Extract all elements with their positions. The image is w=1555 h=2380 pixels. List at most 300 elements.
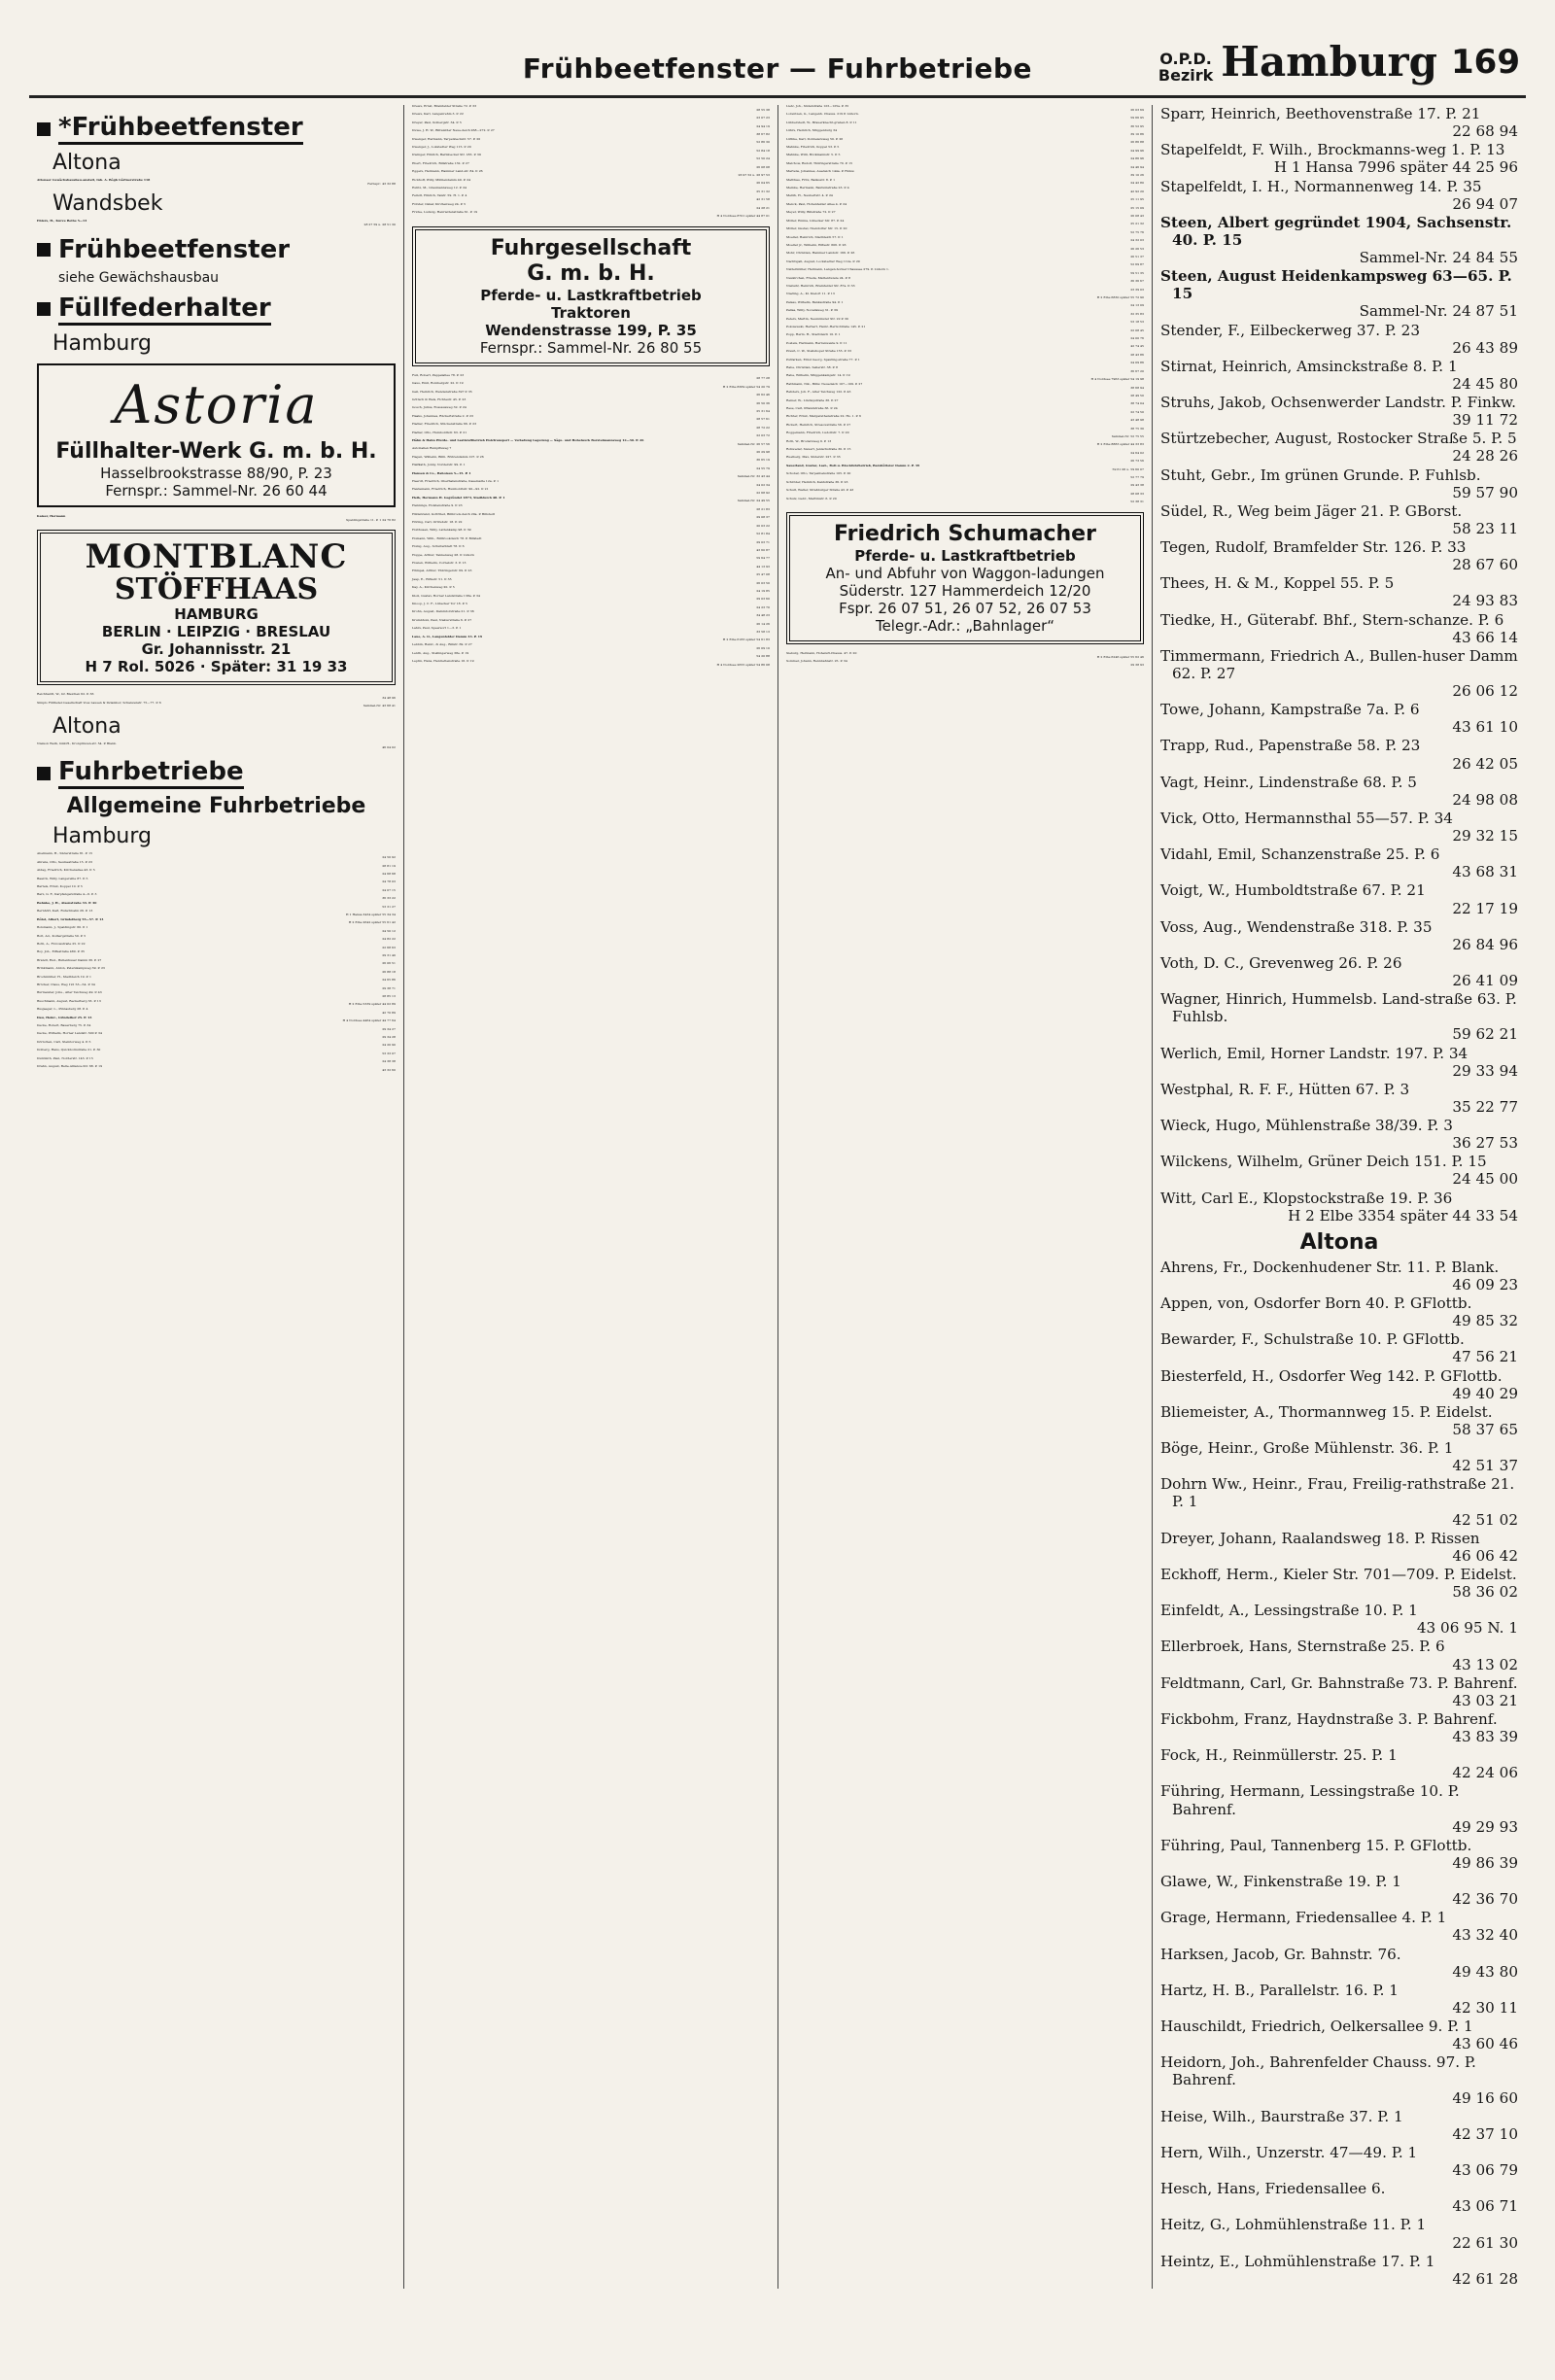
- entry-phone: 22 68 63: [382, 945, 396, 949]
- entry-phone: 34 48 96: [382, 695, 396, 700]
- entry-phone: 26 03 50: [756, 580, 770, 585]
- list-item: [786, 424, 1144, 431]
- entry-name: Möller, Emma, Lübecker Str. 87. P. 24: [786, 218, 845, 223]
- entry-phone: 28 67 60: [1452, 556, 1518, 574]
- entry-phone: H 2 Elbe 5339 später 44 02 89: [348, 1002, 396, 1007]
- entry-name: Rabe, Wilhelm, Müggenkampstr. 14. P. 19: [786, 373, 850, 378]
- list-item: [786, 660, 1144, 667]
- list-item: [786, 113, 1144, 120]
- list-item: [37, 1041, 396, 1048]
- page-number: 169: [1451, 43, 1520, 82]
- place-heading: Altona: [1299, 1229, 1379, 1255]
- list-item: [412, 554, 770, 561]
- entry-phone: 38 68 94: [1130, 385, 1144, 390]
- entry-phone: 52 75 76: [1130, 229, 1144, 234]
- entry-name: Eggers, Hermann, Hammer Land-str. 84. P. 26: [412, 169, 483, 174]
- list-item: [786, 146, 1144, 153]
- cross-reference: siehe Gewächshausbau: [58, 269, 220, 286]
- entry-name: Hagen, Wilhelm, Billh. Röhrendamm 107. P. 26: [412, 454, 484, 459]
- entry-name: Steen, August Heidenkampsweg 63—65. P. 15: [1160, 267, 1512, 303]
- entry-name: Gosch, Julius, Rossausweg 32. P. 24: [412, 405, 466, 410]
- entry-phone: 28 21 83: [756, 506, 770, 511]
- list-item: [1160, 881, 1518, 916]
- entry-phone: Sammel-Nr. 24 87 51: [1359, 302, 1518, 321]
- entry-phone: 49 85 32: [1452, 1312, 1518, 1330]
- list-item: [412, 488, 770, 495]
- entry-phone: 24 45 00: [1452, 1170, 1518, 1189]
- entry-phone: 36 52 95: [1130, 123, 1144, 128]
- entry-phone: 47 56 21: [1452, 1348, 1518, 1366]
- list-item: [786, 268, 1144, 275]
- entry-phone: 25 47 08: [756, 572, 770, 577]
- entry-name: Einfeldt, A., Lessingstraße 10. P. 1: [1160, 1602, 1418, 1620]
- entry-name: Hadler, Friedrich, Stückenstraße 66. P. 23: [412, 422, 477, 427]
- list-item: [1160, 1117, 1518, 1152]
- list-item: [1160, 466, 1518, 501]
- list-item: [1160, 1403, 1518, 1438]
- entry-name: Leptin, Hans, Henriettenstraße 16. P. 19: [412, 658, 474, 663]
- entry-name: Hartz, H. B., Parallelstr. 16. P. 1: [1160, 1981, 1399, 1999]
- list-item: [412, 480, 770, 487]
- entry-phone: 43 48 98: [1130, 418, 1144, 423]
- entry-name: Postels, Hermann, Herrenweide 9. P. 11: [786, 340, 847, 345]
- list-item: [1160, 394, 1518, 429]
- entry-name: Aldag, Friedrich, Kirchenallee 43. P. 5: [37, 868, 95, 873]
- entry-phone: 52 77 79: [1130, 474, 1144, 479]
- list-item: [786, 309, 1144, 316]
- list-item: [1160, 701, 1518, 736]
- list-item: [412, 121, 770, 128]
- entry-phone: 25 31 64: [756, 409, 770, 414]
- list-item: [412, 660, 770, 667]
- entry-phone: 43 06 71: [1452, 2197, 1518, 2216]
- entry-phone: 24 23 70: [756, 604, 770, 609]
- entry-name: Möller, Gustav, Niendorfer Str. 15. P. 20: [786, 226, 847, 231]
- list-item: [412, 497, 770, 503]
- entry-name: Lüthke, Karl, Dobbelersweg 50. P. 26: [786, 136, 844, 141]
- list-item: [37, 702, 396, 708]
- entry-phone: 24 45 80: [1452, 374, 1518, 393]
- entry-name: Heerdt, Friedrich, Oberhafenstraße, Kasematte 12a. P. 1: [412, 478, 500, 483]
- list-item: Ehlers, H., Kurze Reihe 5—13 28 27 59 u. 28 51 30: [37, 219, 396, 227]
- entry-name: Both, A., Flotowstraße 25. P. 22: [37, 941, 86, 946]
- list-item: [37, 1024, 396, 1031]
- entry-phone: 52 50 24: [756, 156, 770, 161]
- list-item: [412, 619, 770, 626]
- entry-phone: 43 61 10: [1452, 718, 1518, 737]
- header-right: [1158, 38, 1520, 86]
- list-item: [37, 1065, 396, 1072]
- entry-phone: 26 09 10: [756, 645, 770, 650]
- entry-phone: 24 00 76: [1130, 336, 1144, 341]
- list-item: [1160, 2216, 1518, 2251]
- entry-name: Dau, Heinr., Grindelhof 25. P. 13: [37, 1015, 92, 1019]
- entry-phone: 20 03 22: [756, 523, 770, 528]
- entry-phone: 43 66 14: [1452, 628, 1518, 646]
- entry-phone: 49 86 39: [1452, 1853, 1518, 1872]
- entry-phone: 42 37 10: [1452, 2124, 1518, 2143]
- list-item: [1160, 1909, 1518, 1944]
- list-item: [786, 489, 1144, 496]
- list-item: [412, 146, 770, 153]
- entry-phone: 26 97 52 u. 26 97 53: [738, 172, 770, 177]
- entry-phone: 38 75 30: [1130, 426, 1144, 431]
- entry-phone: Sammel-Nr. 26 57 56: [737, 441, 770, 446]
- list-item: [412, 211, 770, 218]
- entry-phone: 22 74 50: [1130, 409, 1144, 414]
- list-item: [1160, 845, 1518, 880]
- entry-phone: 42 74 45: [1130, 344, 1144, 349]
- entry-name: Heitz, G., Lohmühlenstraße 11. P. 1: [1160, 2216, 1427, 2234]
- entry-name: Rabe, Christian, Seilerstr. 38. P. 8: [786, 365, 838, 369]
- entry-name: Westphal, R. F. F., Hütten 67. P. 3: [1160, 1080, 1410, 1098]
- entry-name: Putfarken, Ernst Georg, Spalding-straße 77. P. 1: [786, 357, 860, 362]
- list-item: [412, 203, 770, 210]
- entry-name: Decke, Wilhelm, Horner Landstr. 300 P. 34: [37, 1031, 102, 1036]
- list-item: [786, 129, 1144, 136]
- entry-phone: Sammel-Nr. 52 75 55: [1111, 433, 1144, 438]
- entry-name: Towe, Johann, Kampstraße 7a. P. 6: [1160, 701, 1420, 719]
- list-item: [786, 260, 1144, 267]
- entry-phone: 39 10 86: [1130, 131, 1144, 136]
- entry-phone: 29 03 60: [756, 597, 770, 602]
- list-item: [412, 456, 770, 463]
- entry-phone: 28 43 86: [1130, 352, 1144, 357]
- entry-phone: 34 48 23: [756, 613, 770, 618]
- entry-phone: 24 64 02: [1130, 450, 1144, 455]
- entry-name: Gaus, Emil, Rombergstr. 22. P. 19: [412, 381, 464, 386]
- entry-name: Hümpel, Arthur, Thüringerstr. 69. P. 23: [412, 569, 472, 573]
- entry-name: Dreyer, Johann, Raalandsweg 18. P. Rissen: [1160, 1529, 1480, 1547]
- entry-phone: 22 68 94: [1452, 122, 1518, 141]
- section-heading: Frühbeetfenster: [37, 235, 396, 264]
- entry-name: Bolt, Ad., Kolbergstraße 50. P. 5: [37, 933, 86, 938]
- list-item: [412, 447, 770, 454]
- entry-name: Simplo Füllfeder-Gesellschaft Voss Lausen & Dziambor, Schanzenstr. 75—77. P. 6: [37, 700, 161, 705]
- entry-phone: Sammel-Nr. 24 84 55: [1359, 249, 1518, 266]
- square-bullet-icon: [37, 122, 51, 136]
- list-item: [786, 333, 1144, 340]
- entry-name: Mohr, Christian, Hammer Landstr. 166. P. 26: [786, 251, 855, 256]
- entry-phone: 53 18 53: [1130, 320, 1144, 325]
- entry-name: Krohn, August, Dammtorstraße 21. P. 36: [412, 609, 474, 614]
- entry-name: Moeller jr., Wilhelm, Eiffestr. 606. P. 26: [786, 242, 847, 247]
- entry-phone: H 4 Nordsee 8701 später 44 87 01: [716, 213, 770, 218]
- place-heading: Wandsbek: [52, 191, 163, 217]
- entry-phone: 43 32 60: [382, 1067, 396, 1072]
- entry-name: Südel, R., Weg beim Jäger 21. P. GBorst.: [1160, 501, 1463, 520]
- list-item: [1160, 1782, 1518, 1835]
- entry-name: Böge, Heinr., Große Mühlenstr. 36. P. 1: [1160, 1439, 1454, 1457]
- list-item: [1160, 2108, 1518, 2143]
- entry-phone: 43 68 31: [1452, 863, 1518, 881]
- entry-phone: 26 04 65: [756, 181, 770, 186]
- list-item: Kaiser, Hermann Spaldingstraße 11. P. 1 24 76 82: [37, 513, 396, 522]
- list-item: [1160, 774, 1518, 809]
- entry-phone: 29 08 37: [756, 515, 770, 520]
- entry-name: Lenth, Aug., Stellingerweg 38e. P. 19: [412, 650, 469, 655]
- entry-phone: H 2 Elbe 6183 später 54 61 83: [722, 638, 770, 642]
- entry-name: Geil, Heinrich, Wendenstraße 397 P. 35: [412, 389, 472, 394]
- entry-name: Mahnke, Friedrich, Koppel 53. P. 5: [786, 145, 840, 150]
- list-item: [1160, 1638, 1518, 1673]
- entry-phone: H 4 Nordsee 4464 später 44 77 64: [342, 1018, 396, 1023]
- list-item: [1160, 954, 1518, 989]
- entry-phone: 42 92 20: [1130, 189, 1144, 193]
- entry-phone: 33 58 13: [756, 629, 770, 634]
- entry-phone: 24 93 83: [1452, 592, 1518, 610]
- entry-name: Halfkath, Jonny, Norderstr. 99. P. 1: [412, 463, 466, 467]
- entry-phone: 38 74 04: [1130, 401, 1144, 406]
- list-item: [37, 878, 396, 884]
- list-item: [1160, 1439, 1518, 1474]
- place-heading: Hamburg: [52, 824, 152, 849]
- entry-name: Dolberg, Hans, Quickbornstraße 21. P. 30: [37, 1048, 101, 1052]
- list-item: [1160, 141, 1518, 176]
- list-item: [37, 1008, 396, 1015]
- entry-name: Eickhoff, Willy, Mühlendamm 49. P. 24: [412, 177, 471, 182]
- list-item: [1160, 1475, 1518, 1528]
- entry-name: Hosien, Wilhelm, Cornelstr. 3. P. 13: [412, 561, 466, 566]
- list-item: [37, 1000, 396, 1007]
- list-item: [786, 391, 1144, 397]
- list-item: [1160, 214, 1518, 266]
- entry-name: Hadler, Otto, Humboldtstr. 63. P. 21: [412, 430, 467, 434]
- entry-phone: 29 34 28: [382, 1035, 396, 1040]
- entry-phone: 25 31 32: [756, 189, 770, 193]
- entry-phone: 24 28 21: [756, 205, 770, 210]
- entry-name: Neukirchen, Frieda, Mattentwiete 24. P. 8: [786, 275, 851, 280]
- entry-name: Homann, Wilh., Billbrookdeich 78. P. Billstedt: [412, 535, 482, 540]
- entry-phone: 43 32 40: [1452, 1926, 1518, 1945]
- entry-phone: H 2 Elbe 8883 später 44 33 83: [1096, 442, 1144, 447]
- list-item: [1160, 737, 1518, 772]
- entry-phone: 28 85 13: [382, 994, 396, 999]
- entry-name: Heidemann, Friedrich, Humboldtstr. 90—92. P. 21: [412, 487, 489, 492]
- list-item: [1160, 2053, 1518, 2106]
- entry-phone: 26 06 12: [1452, 682, 1518, 700]
- entry-phone: 36 27 53: [1452, 1134, 1518, 1153]
- column-1: [29, 105, 403, 2289]
- entry-name: Heise, Wilh., Baurstraße 37. P. 1: [1160, 2107, 1403, 2125]
- list-item: [786, 121, 1144, 128]
- list-item: [412, 562, 770, 569]
- entry-phone: 24 78 03: [382, 880, 396, 884]
- entry-phone: 46 04 02: [382, 744, 396, 749]
- entry-name: Rohweder, Sievert, Jenischstraße 30. P. 15: [786, 447, 851, 452]
- list-item: [786, 203, 1144, 210]
- entry-phone: 26 06 51: [382, 961, 396, 966]
- entry-phone: 22 68 92: [756, 491, 770, 496]
- entry-phone: 54 20 88: [756, 654, 770, 659]
- entry-name: Harksen, Jacob, Gr. Bahnstr. 76.: [1160, 1945, 1401, 1963]
- list-item: [37, 693, 396, 700]
- list-item: [1160, 1710, 1518, 1745]
- entry-phone: 59 62 21: [1452, 1025, 1518, 1044]
- list-item: [1160, 810, 1518, 845]
- page-header: [29, 37, 1526, 95]
- entry-name: Stirnat, Heinrich, Amsinckstraße 8. P. 1: [1160, 357, 1458, 375]
- entry-name: Hesch, Hans, Friedensallee 6.: [1160, 2180, 1386, 2198]
- entry-phone: 26 42 05: [1452, 754, 1518, 773]
- entry-name: Voigt, W., Humboldtstraße 67. P. 21: [1160, 881, 1426, 900]
- square-bullet-icon: [37, 243, 51, 257]
- entry-phone: 49 40 29: [1452, 1384, 1518, 1402]
- entry-name: Mahnke, Willi, Böckmannstr. 5. P. 5: [786, 153, 841, 157]
- entry-phone: 29 03 71: [756, 539, 770, 544]
- entry-phone: 26 29 98: [756, 450, 770, 455]
- entry-phone: 43 06 95 N. 1: [1416, 1619, 1518, 1638]
- list-item: [786, 105, 1144, 112]
- list-item: [786, 244, 1144, 251]
- astoria-logo: Astoria: [114, 373, 319, 435]
- entry-phone: 52 38 31: [1130, 500, 1144, 504]
- list-item: [412, 154, 770, 160]
- entry-name: Sommer, Johann, Rennbahnstr. 25. P. 34: [786, 659, 847, 664]
- list-item: [412, 610, 770, 617]
- entry-name: Baarck, Willy, Langereihe 87. P. 5: [37, 876, 88, 880]
- entry-name: Heidorn, Joh., Bahrenfelder Chauss. 97. P. Bahrenf.: [1160, 2053, 1476, 2089]
- entry-name: Kloß, Gustav, Horner Landstraße 138a. P. 34: [412, 593, 480, 598]
- entry-name: Martens, Johannes, Auedeich 144a. P. Finkw.: [786, 169, 855, 174]
- entry-phone: 29 33 94: [1452, 1061, 1518, 1080]
- entry-phone: H 2 Elbe 2642 später 55 61 42: [348, 920, 396, 925]
- entry-phone: H 4 Nordsee 7963 später 54 19 98: [1090, 377, 1144, 382]
- list-item: [412, 431, 770, 438]
- entry-phone: 43 06 79: [1452, 2161, 1518, 2179]
- list-item: [37, 885, 396, 892]
- list-item: [37, 943, 396, 949]
- entry-name: Busjaeger, L., Pinnasberg 28. P. 4: [37, 1007, 88, 1012]
- entry-name: Voth, D. C., Grevenweg 26. P. 26: [1160, 953, 1402, 972]
- square-bullet-icon: [37, 302, 51, 316]
- entry-name: Wieck, Hugo, Mühlenstraße 38/39. P. 3: [1160, 1117, 1453, 1134]
- list-item: [786, 236, 1144, 243]
- entry-phone: 59 64 77: [756, 556, 770, 561]
- list-item: [37, 976, 396, 983]
- entry-name: Glawe, W., Finkenstraße 19. P. 1: [1160, 1873, 1401, 1890]
- entry-phone: 59 57 90: [1452, 483, 1518, 501]
- entry-name: Stapelfeldt, F. Wilh., Brockmanns-weg 1. P. 13: [1160, 141, 1505, 159]
- list-item: [786, 383, 1144, 390]
- list-item: [412, 545, 770, 552]
- list-item: [786, 293, 1144, 299]
- list-item: [1160, 611, 1518, 646]
- entry-phone: 24 98 08: [1452, 790, 1518, 809]
- entry-name: Werlich, Emil, Horner Landstr. 197. P. 34: [1160, 1044, 1469, 1062]
- entry-phone: 42 51 02: [1452, 1510, 1518, 1529]
- entry-phone: 49 16 60: [1452, 2088, 1518, 2107]
- list-item: [412, 374, 770, 381]
- entry-phone: 29 31 40: [382, 953, 396, 958]
- list-item: [1160, 1367, 1518, 1402]
- entry-phone: 52 84 18: [756, 148, 770, 153]
- entry-name: Witt, Carl E., Klopstockstraße 19. P. 36: [1160, 1189, 1453, 1207]
- entry-name: Eckhoff, Herm., Kieler Str. 701—709. P. Eidelst.: [1160, 1565, 1517, 1583]
- entry-name: Dwenger, Hermann, Tarpenbeckstr. 57. P. 20: [412, 136, 481, 141]
- entry-name: Malchow, Rudolf, Thüringerstraße 70. P. 15: [786, 160, 853, 165]
- entry-name: Kay, A., Kirchenweg 20. P. 5: [412, 585, 455, 590]
- entry-name: Ebert, Friedrich, Billstraße 132. P. 27: [412, 160, 469, 165]
- entry-name: Stuht, Gebr., Im grünen Grunde. P. Fuhlsb.: [1160, 466, 1481, 484]
- list-item: [1160, 105, 1518, 140]
- list-item: [37, 983, 396, 990]
- entry-phone: 52 86 30: [756, 140, 770, 145]
- entry-name: Schober, Otto, Tarpenbekstraße 105. P. 20: [786, 471, 851, 476]
- list-item: [412, 578, 770, 585]
- entry-phone: Sammel-Nr. 24 49 55: [737, 499, 770, 503]
- list-item: Altonaer Gewächshausbau-anstalt, Inh. A. Bögh Gärtnerstraße 118 Fernspr.: 43 32 88: [37, 178, 396, 186]
- list-item: [786, 187, 1144, 193]
- entry-phone: 58 36 02: [1452, 1583, 1518, 1601]
- column-2: [403, 105, 778, 2289]
- list-item: [786, 366, 1144, 373]
- entry-name: Hansen & Co., Raboisen 5—15. P. 1: [412, 470, 471, 475]
- entry-phone: 26 51 37: [1130, 255, 1144, 259]
- entry-name: Ahrens, Otto, Seumestraße 15. P. 23: [37, 859, 92, 864]
- entry-phone: 25 11 95: [1130, 197, 1144, 202]
- entry-phone: 53 33 07: [382, 1051, 396, 1055]
- entry-name: Tiedke, H., Güterabf. Bhf., Stern-schanze. P. 6: [1160, 610, 1504, 629]
- entry-phone: 42 31 58: [756, 197, 770, 202]
- entry-phone: 22 61 30: [1452, 2233, 1518, 2252]
- entry-name: Lorentzen, G., Langenh. Chauss. 219 P. Lnhorn.: [786, 112, 859, 117]
- square-bullet-icon: [37, 767, 51, 780]
- list-item: [786, 170, 1144, 177]
- entry-name: Dunbluth, Paul, Norderstr. 143. P. 15: [37, 1055, 93, 1060]
- entry-phone: 23 39 03: [1130, 287, 1144, 292]
- list-item: [1160, 322, 1518, 357]
- list-item: [37, 935, 396, 942]
- list-item: [1160, 2018, 1518, 2052]
- entry-name: Preuß, C. W., Steilshoper Straße 155. P. 33: [786, 349, 851, 354]
- page-title: Frühbeetfenster — Fuhrbetriebe: [522, 52, 1033, 85]
- entry-name: Heik, Hermann H. Gegründet 1873, Stadtdeich 48. P. 1: [412, 495, 505, 500]
- list-item: [1160, 1602, 1518, 1637]
- entry-name: Bliemeister, A., Thormannweg 15. P. Eidelst.: [1160, 1402, 1493, 1421]
- entry-phone: 24 65 86: [382, 978, 396, 983]
- entry-phone: 39 11 72: [1452, 411, 1518, 430]
- entry-phone: 28 08 33: [1130, 491, 1144, 496]
- list-item: [1160, 918, 1518, 953]
- list-item: [786, 227, 1144, 234]
- entry-name: Hern, Wilh., Unzerstr. 47—49. P. 1: [1160, 2143, 1418, 2161]
- entry-name: Wagner, Hinrich, Hummelsb. Land-straße 63. P. Fuhlsb.: [1160, 990, 1517, 1026]
- entry-name: Hildebrand, Gottfried, Billbrook-deich 20a. P. Billstedt: [412, 511, 496, 516]
- list-item: [1160, 1566, 1518, 1601]
- entry-name: Brockmüller, H., Stadtdeich 19. P. 1: [37, 974, 91, 979]
- entry-name: Reichhardt, W., Gr. Bleichen 62. P. 36: [37, 692, 94, 697]
- entry-name: Drahn, August, Belle-Alliance-Str. 68. P. 19: [37, 1064, 103, 1068]
- entry-phone: 44 13 93: [756, 564, 770, 569]
- entry-phone: 26 86 88: [1130, 140, 1144, 145]
- entry-phone: 49 43 80: [1452, 1962, 1518, 1981]
- entry-phone: 32 35 83: [1130, 311, 1144, 316]
- entry-name: Heintz, E., Lohmühlenstraße 17. P. 1: [1160, 2252, 1435, 2270]
- advertisement-fuhrgesellschaft: Fuhrgesellschaft G. m. b. H. Pferde- u. Lastkraftbetrieb Traktoren Wendenstrasse 199, P. 35 Fernspr.: Sammel-Nr. 26 80 55: [412, 226, 770, 366]
- list-item: [412, 529, 770, 535]
- entry-name: Struhs, Jakob, Ochsenwerder Landstr. P. Finkw.: [1160, 394, 1516, 411]
- entry-phone: 24 50 12: [382, 928, 396, 933]
- entry-name: Lebbin, Heinr., & Aug., Billstr. 69. P. 27: [412, 642, 472, 647]
- entry-phone: 24 55 79: [756, 466, 770, 470]
- entry-name: Eulitz, M., Graumannsweg 12. P. 24: [412, 186, 467, 190]
- entry-phone: 29 34 27: [382, 1026, 396, 1031]
- list-item: [412, 113, 770, 120]
- list-item: [412, 504, 770, 511]
- advertisement-astoria: Astoria Füllhalter-Werk G. m. b. H. Hasselbrookstrasse 88/90, P. 23 Fernspr.: Sammel-Nr. 26 60 44: [37, 363, 396, 507]
- list-item: [37, 869, 396, 876]
